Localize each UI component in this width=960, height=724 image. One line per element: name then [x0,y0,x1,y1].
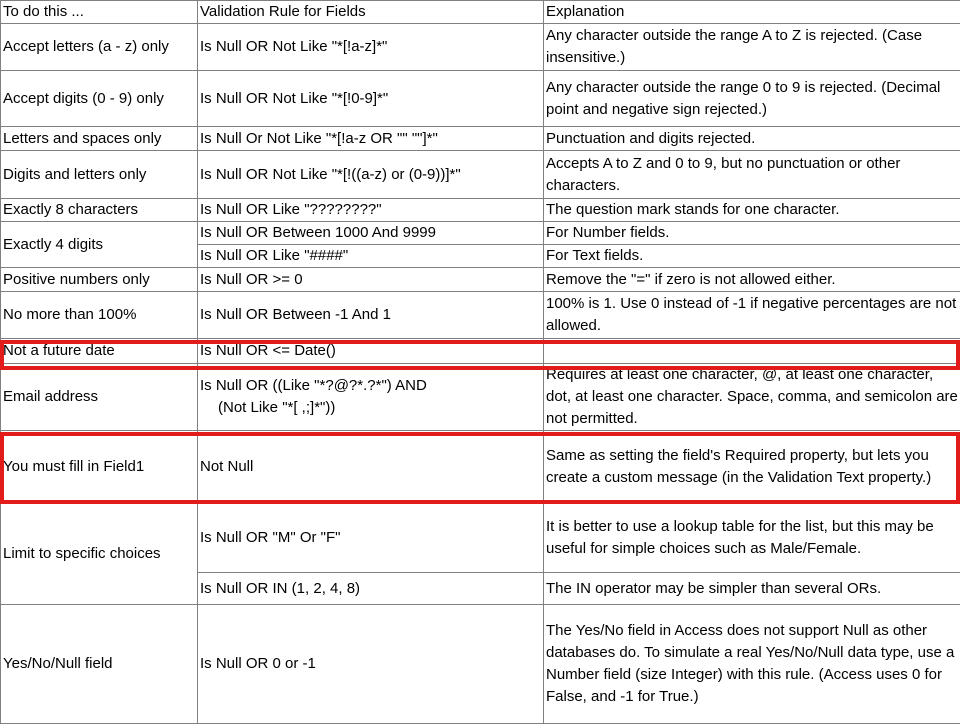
table-row [1,222,960,245]
rule-cell: Is Null OR >= 0 [198,268,544,292]
rule-cell: Is Null Or Not Like "*[!a-z OR "" ""]*" [198,127,544,151]
task-cell: You must fill in Field1 [1,431,198,503]
task-cell: Letters and spaces only [1,127,198,151]
task-cell: Limit to specific choices [1,503,198,605]
explanation-cell: It is better to use a lookup table for the list, but this may be useful for simple choices such as Male/Female. [544,503,960,573]
task-cell: Digits and letters only [1,151,198,199]
table-row [1,151,960,199]
table-row [1,364,960,431]
explanation-cell: For Text fields. [544,245,960,268]
table-row [1,71,960,127]
header-cell-explanation: Explanation [544,1,960,24]
explanation-cell: Any character outside the range 0 to 9 is rejected. (Decimal point and negative sign rejected.) [544,71,960,127]
table-row [1,127,960,151]
explanation-cell: The IN operator may be simpler than several ORs. [544,573,960,605]
table-row [1,431,960,503]
table-row [1,503,960,573]
explanation-cell: Accepts A to Z and 0 to 9, but no punctuation or other characters. [544,151,960,199]
rule-cell: Is Null OR IN (1, 2, 4, 8) [198,573,544,605]
table-header-row [1,1,960,24]
rule-cell: Is Null OR <= Date() [198,339,544,364]
explanation-cell: Punctuation and digits rejected. [544,127,960,151]
rule-cell: Is Null OR Like "????????" [198,199,544,222]
explanation-cell: For Number fields. [544,222,960,245]
task-cell: Positive numbers only [1,268,198,292]
task-cell: No more than 100% [1,292,198,339]
task-cell: Accept letters (a - z) only [1,24,198,71]
explanation-cell: The question mark stands for one character. [544,199,960,222]
table-row [1,292,960,339]
explanation-cell: Same as setting the field's Required property, but lets you create a custom message (in the Validation Text property.) [544,431,960,503]
table-row [1,24,960,71]
task-cell: Exactly 4 digits [1,222,198,268]
task-cell: Email address [1,364,198,431]
task-cell: Exactly 8 characters [1,199,198,222]
explanation-cell [544,339,960,364]
table-row [1,339,960,364]
table-row [1,605,960,724]
header-cell-task: To do this ... [1,1,198,24]
table-row [1,199,960,222]
rule-cell: Is Null OR Between -1 And 1 [198,292,544,339]
rule-cell: Is Null OR Like "####" [198,245,544,268]
rule-cell: Is Null OR Not Like "*[!0-9]*" [198,71,544,127]
explanation-cell: Remove the "=" if zero is not allowed either. [544,268,960,292]
rule-cell: Not Null [198,431,544,503]
explanation-cell: 100% is 1. Use 0 instead of -1 if negative percentages are not allowed. [544,292,960,339]
rule-line: Is Null OR ((Like "*?@?*.?*") AND [200,375,541,397]
rule-cell: Is Null OR 0 or -1 [198,605,544,724]
rule-cell: Is Null OR Not Like "*[!a-z]*" [198,24,544,71]
rule-cell: Is Null OR Not Like "*[!((a-z) or (0-9))]*" [198,151,544,199]
rule-cell [198,364,544,431]
explanation-cell: Requires at least one character, @, at least one character, dot, at least one character. Space, comma, and semicolon are not permitted. [544,364,960,431]
rule-cell: Is Null OR "M" Or "F" [198,503,544,573]
task-cell: Yes/No/Null field [1,605,198,724]
explanation-cell: The Yes/No field in Access does not support Null as other databases do. To simulate a real Yes/No/Null data type, use a Number field (size Integer) with this rule. (Access uses 0 for False, and -1 for True.) [544,605,960,724]
task-cell: Accept digits (0 - 9) only [1,71,198,127]
explanation-cell: Any character outside the range A to Z is rejected. (Case insensitive.) [544,24,960,71]
header-cell-rule: Validation Rule for Fields [198,1,544,24]
table-row [1,268,960,292]
rule-line: (Not Like "*[ ,;]*")) [200,397,541,419]
task-cell: Not a future date [1,339,198,364]
rule-cell: Is Null OR Between 1000 And 9999 [198,222,544,245]
